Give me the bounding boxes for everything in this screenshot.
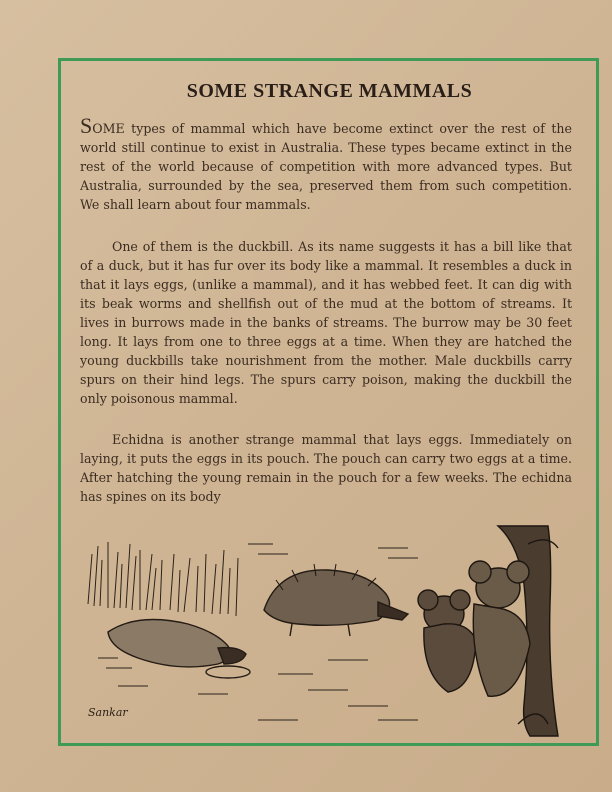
paragraph-intro — [80, 113, 572, 214]
page-title: SOME STRANGE MAMMALS — [186, 80, 473, 102]
koala-drawing — [418, 526, 558, 736]
artist-signature: Sankar — [88, 706, 128, 719]
drop-cap: S — [80, 113, 93, 138]
paragraph-echidna: Echidna is another strange mammal that lays eggs. Immediately on laying, it puts the eggs in its pouch. The pouch can carry two eggs at a time. After hatching the young remain in the pouch for a few weeks. The echidna has spines on its body — [80, 432, 572, 504]
duckbill-drawing — [108, 620, 250, 679]
animals-illustration — [78, 524, 578, 738]
reeds-drawing — [88, 542, 238, 616]
echidna-drawing — [264, 564, 408, 636]
paragraph-duckbill: One of them is the duckbill. As its name suggests it has a bill like that of a duck, but it has fur over its body like a mammal. It resembles a duck in that it lays eggs, (unlike a mammal), and it has webbed feet. It can dig with its beak worms and shellfish out of the mud at the bottom of streams. It lives in burrows made in the banks of streams. The burrow may be 30 feet long. It lays from one to three eggs at a time. When they are hatched the young duckbills take nourishment from the mother. Male duckbills carry spurs on their hind legs. The spurs carry poison, making the duckbill the only poisonous mammal. — [80, 239, 572, 406]
paragraph-intro-text: OME types of mammal which have become extinct over the rest of the world still continue to exist in Australia. These types became extinct in the rest of the world because of competition with more advanced types. But Australia, surrounded by the sea, preserved them from such competition. We shall learn about four mammals. — [80, 121, 572, 212]
